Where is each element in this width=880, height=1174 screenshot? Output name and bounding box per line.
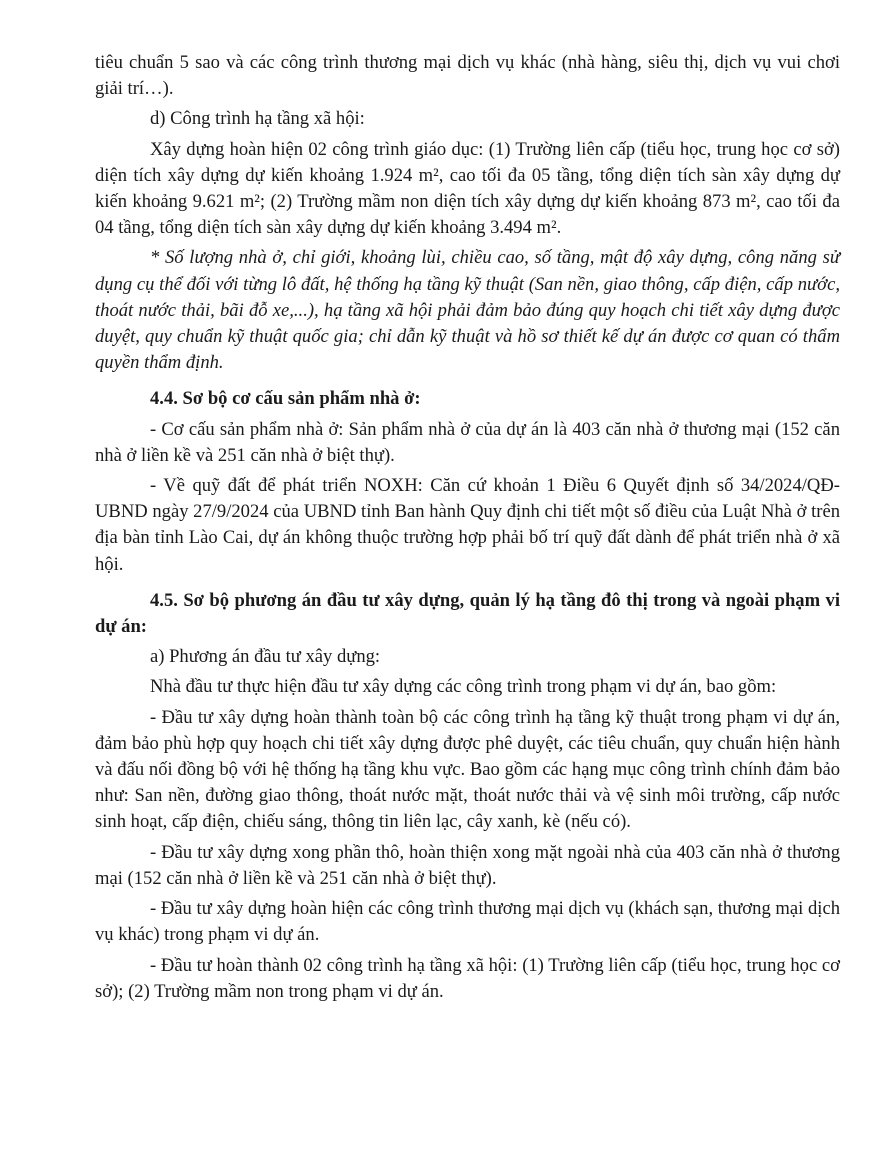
paragraph-continuation: tiêu chuẩn 5 sao và các công trình thương mại dịch vụ khác (nhà hàng, siêu thị, dịch vụ vui chơi giải trí…). — [95, 52, 840, 100]
list-item-housing-construction: - Đầu tư xây dựng xong phần thô, hoàn thiện xong mặt ngoài nhà của 403 căn nhà ở thương mại (152 căn nhà ở liền kề và 251 căn nhà ở biệt thự). — [95, 841, 840, 889]
paragraph-product-structure: - Cơ cấu sản phẩm nhà ở: Sản phẩm nhà ở của dự án là 403 căn nhà ở thương mại (152 căn nhà ở liền kề và 251 căn nhà ở biệt thự). — [95, 418, 840, 466]
list-item-social-infrastructure: - Đầu tư hoàn thành 02 công trình hạ tầng xã hội: (1) Trường liên cấp (tiểu học, trung học cơ sở); (2) Trường mầm non trong phạm vi dự án. — [95, 954, 840, 1002]
list-item-commercial-works: - Đầu tư xây dựng hoàn hiện các công trình thương mại dịch vụ (khách sạn, thương mại dịch vụ khác) trong phạm vi dự án. — [95, 898, 840, 946]
heading-4-5: 4.5. Sơ bộ phương án đầu tư xây dựng, quản lý hạ tầng đô thị trong và ngoài phạm vi dự án: — [95, 589, 840, 638]
note-italic: * Số lượng nhà ở, chỉ giới, khoảng lùi, chiều cao, số tầng, mật độ xây dựng, công năng sử dụng cụ thể đối với từng lô đất, hệ thống hạ tầng kỹ thuật (San nền, giao thông, cấp điện, cấp nước, thoát nước thải, bãi đỗ xe,...), hạ tầng xã hội phải đảm bảo đúng quy hoạch chi tiết xây dựng được duyệt, quy chuẩn kỹ thuật quốc gia; chỉ dẫn kỹ thuật và hồ sơ thiết kế dự án được cơ quan có thẩm quyền thẩm định. — [95, 247, 840, 374]
subheading-investment-plan: a) Phương án đầu tư xây dựng: — [150, 646, 381, 668]
heading-4-4: 4.4. Sơ bộ cơ cấu sản phẩm nhà ở: — [150, 388, 421, 410]
paragraph-education-works: Xây dựng hoàn hiện 02 công trình giáo dục: (1) Trường liên cấp (tiểu học, trung học cơ sở) diện tích xây dựng dự kiến khoảng 1.924 m², cao tối đa 05 tầng, tổng diện tích sàn xây dựng dự kiến khoảng 9.621 m²; (2) Trường mầm non diện tích xây dựng dự kiến khoảng 873 m², cao tối đa 04 tầng, tổng diện tích sàn xây dựng dự kiến khoảng 3.494 m². — [95, 138, 840, 239]
document-page — [95, 50, 840, 1009]
subheading-social-infrastructure: d) Công trình hạ tầng xã hội: — [150, 108, 365, 130]
list-item-technical-infrastructure: - Đầu tư xây dựng hoàn thành toàn bộ các công trình hạ tầng kỹ thuật trong phạm vi dự án, đảm bảo phù hợp quy hoạch chi tiết xây dựng được phê duyệt, các tiêu chuẩn, quy chuẩn hiện hành và đấu nối đồng bộ với hệ thống hạ tầng khu vực. Bao gồm các hạng mục công trình chính đảm bảo như: San nền, đường giao thông, thoát nước mặt, thoát nước thải và vệ sinh môi trường, cấp nước sinh hoạt, cấp điện, chiếu sáng, thông tin liên lạc, cây xanh, kè (nếu có). — [95, 706, 840, 833]
paragraph-social-housing-land: - Về quỹ đất để phát triển NOXH: Căn cứ khoản 1 Điều 6 Quyết định số 34/2024/QĐ-UBND ngày 27/9/2024 của UBND tỉnh Ban hành Quy định chi tiết một số điều của Luật Nhà ở trên địa bàn tỉnh Lào Cai, dự án không thuộc trường hợp phải bố trí quỹ đất dành để phát triển nhà ở xã hội. — [95, 475, 840, 575]
paragraph-investor-intro: Nhà đầu tư thực hiện đầu tư xây dựng các công trình trong phạm vi dự án, bao gồm: — [150, 676, 777, 698]
